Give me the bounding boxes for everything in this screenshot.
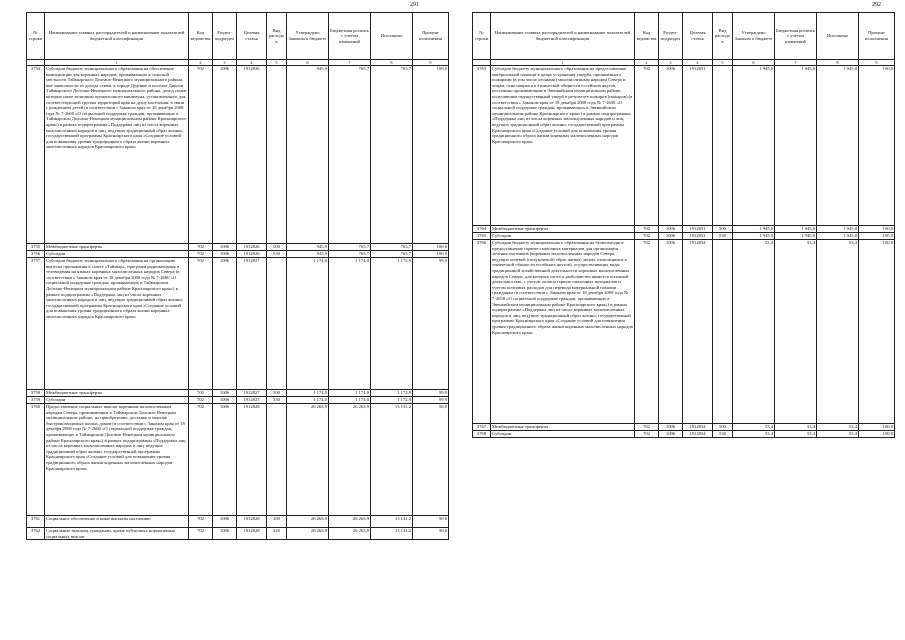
row-target-article: 1912831 — [683, 233, 713, 240]
row-budget-list: 26 263,9 — [329, 516, 371, 528]
page-number: 291 — [410, 2, 419, 8]
row-budget-list: 1 945,0 — [775, 226, 817, 233]
row-expense-type: 500 — [267, 244, 287, 251]
row-target-article: 1912827 — [237, 397, 267, 404]
column-header: Наименование главных распорядителей и наименование показателей бюджетной классификации — [45, 13, 189, 60]
row-executed: 53,4 — [817, 240, 859, 424]
row-target-article: 1912827 — [237, 258, 267, 390]
column-header: Вид расходов — [267, 13, 287, 60]
row-name: Социальное обеспечение и иные выплаты населению — [45, 516, 189, 528]
table-row — [27, 66, 449, 244]
row-number: 3759 — [27, 397, 45, 404]
row-percent: 99,9 — [413, 390, 449, 397]
row-section: 1006 — [659, 233, 683, 240]
row-section: 1006 — [213, 528, 237, 540]
row-executed: 765,7 — [371, 244, 413, 251]
row-target-article: 1912826 — [237, 244, 267, 251]
row-approved: 945,9 — [287, 66, 329, 244]
column-header: Код ведомства — [189, 13, 213, 60]
row-name: Субсидия бюджету муниципального образования на предоставление материальной помощи в целях устранения ущерба, причиненного пожарами (в том числе лесными) малочисленным народам Севера и лицам, относящимся к этнической общности ессейских якутов, постоянно проживающим в Эвенкийском муниципальном районе, получившим имущественный ущерб в результате пожаров (пожаров) (в соответствии с Законом края от 18 декабря 2008 года № 7-2658 «О социальной поддержке граждан, проживающих в Эвенкийском муниципальном районе Красноярского края») в рамках подпрограммы «Поддержка лиц из числа коренных малочисленных народов и лиц, ведущих традиционный образ жизни» государственной программы Красноярского края «Создание условий для повышения уровня традиционного образа жизни коренных малочисленных народов Красноярского края» — [491, 66, 635, 226]
column-header: Исполнено — [817, 13, 859, 60]
row-expense-type — [713, 66, 733, 226]
row-ved: 702 — [635, 240, 659, 424]
row-percent: 50,0 — [413, 528, 449, 540]
row-budget-list: 26 263,9 — [329, 528, 371, 540]
row-section: 1006 — [213, 244, 237, 251]
row-budget-list: 1 945,0 — [775, 66, 817, 226]
row-target-article: 1912826 — [237, 66, 267, 244]
column-header: Исполнено — [371, 13, 413, 60]
table-row — [27, 258, 449, 390]
row-number: 3767 — [473, 424, 491, 431]
row-expense-type — [267, 258, 287, 390]
row-executed: 13 131,2 — [371, 528, 413, 540]
column-number: 5 — [267, 60, 287, 66]
row-target-article: 1912828 — [237, 404, 267, 516]
column-header: Код ведомства — [635, 13, 659, 60]
row-approved: 26 263,9 — [287, 516, 329, 528]
row-expense-type: 500 — [713, 424, 733, 431]
column-header: Вид расходов — [713, 13, 733, 60]
row-target-article: 1912834 — [683, 240, 713, 424]
table-row — [473, 240, 895, 424]
row-section: 1006 — [213, 404, 237, 516]
row-target-article: 1912828 — [237, 516, 267, 528]
row-ved: 702 — [635, 431, 659, 438]
table-row — [473, 226, 895, 233]
row-expense-type — [267, 66, 287, 244]
table-row — [27, 390, 449, 397]
column-number: 6 — [733, 60, 775, 66]
row-number: 3765 — [473, 233, 491, 240]
column-header: Утверждено Законом о бюджете — [287, 13, 329, 60]
row-name: Субсидии — [491, 431, 635, 438]
column-number: 8 — [817, 60, 859, 66]
row-expense-type — [267, 404, 287, 516]
row-approved: 1 174,0 — [287, 258, 329, 390]
row-executed: 53,4 — [817, 424, 859, 431]
row-section: 1006 — [659, 431, 683, 438]
table-row — [27, 528, 449, 540]
row-name: Социальные выплаты гражданам, кроме публичных нормативных социальных выплат — [45, 528, 189, 540]
row-number: 3758 — [27, 390, 45, 397]
row-percent: 100,0 — [413, 66, 449, 244]
row-budget-list: 765,7 — [329, 244, 371, 251]
column-number: 7 — [329, 60, 371, 66]
column-number: 8 — [371, 60, 413, 66]
column-number: 9 — [413, 60, 449, 66]
row-executed: 1 945,0 — [817, 233, 859, 240]
row-name: Субсидии — [491, 233, 635, 240]
row-executed: 13 131,2 — [371, 516, 413, 528]
row-name: Межбюджетные трансферты — [45, 390, 189, 397]
row-number: 3757 — [27, 258, 45, 390]
table-row — [473, 431, 895, 438]
row-name: Субсидия бюджету муниципального образования на безвозмездное предоставление горюче-смазочных материалов для организации лечения охотников (коренных малочисленных народов Севера, ведущих кочевой (полукочевой) образ жизни) лицам, относящимся к этнической общности ессейских якутов), осуществляющих виды традиционной хозяйственной деятельности коренных малочисленных народов Севера, для которых охота и рыболовство является основной деятельностью, с учетом оплаты горюче-смазочных материалов и учетом почтовых расходов для перевода материальной помощи гражданам (в соответствии с Законом края от 18 декабря 2008 года № 7-2658 «О социальной поддержке граждан, проживающих в Эвенкийском муниципальном районе Красноярского края») в рамках подпрограммы «Поддержка лиц из числа коренных малочисленных народов и лиц, ведущих традиционный образ жизни» государственной программы Красноярского края «Создание условий для повышения уровня традиционного образа жизни коренных малочисленных народов Красноярского края» — [491, 240, 635, 424]
row-approved: 1 945,0 — [733, 233, 775, 240]
table-row — [473, 233, 895, 240]
column-number: 3 — [213, 60, 237, 66]
page-number: 292 — [872, 2, 881, 8]
column-number: 6 — [287, 60, 329, 66]
row-approved: 26 263,9 — [287, 528, 329, 540]
row-approved: 1 174,0 — [287, 397, 329, 404]
row-ved: 702 — [635, 226, 659, 233]
row-expense-type: 530 — [267, 251, 287, 258]
table-row — [27, 397, 449, 404]
row-section: 1006 — [213, 516, 237, 528]
row-name: Субсидии — [45, 397, 189, 404]
row-number: 3766 — [473, 240, 491, 424]
row-approved: 1 174,0 — [287, 390, 329, 397]
column-number: 1 — [45, 60, 189, 66]
column-number: 9 — [859, 60, 895, 66]
row-executed: 765,7 — [371, 66, 413, 244]
row-executed: 1 945,0 — [817, 226, 859, 233]
column-header: № строки — [27, 13, 45, 60]
table-row — [27, 404, 449, 516]
row-expense-type: 300 — [267, 516, 287, 528]
row-ved: 702 — [189, 258, 213, 390]
row-target-article: 1912831 — [683, 66, 713, 226]
row-number: 3755 — [27, 244, 45, 251]
row-number: 3764 — [473, 226, 491, 233]
row-name: Предоставление социальных выплат коренным малочисленным народам Севера, проживающим в Таймырском Долгано-Ненецком муниципальном районе, на приобретение, доставку и монтаж быстровозводимых жилых домов (в соответствии с Законом края от 18 декабря 2008 года № 7-2660 «О социальной поддержке граждан, проживающих в Таймырском Долгано-Ненецком муниципальном районе Красноярского края») в рамках подпрограммы «Поддержка лиц из числа коренных малочисленных народов и лиц, ведущих традиционный образ жизни» государственной программы Красноярского края «Создание условий для повышения уровня традиционного образа жизни коренных малочисленных народов Красноярского края» — [45, 404, 189, 516]
row-percent: 100,0 — [413, 251, 449, 258]
row-target-article: 1912826 — [237, 251, 267, 258]
row-number: 3761 — [27, 516, 45, 528]
column-header: Процент исполнения — [859, 13, 895, 60]
row-ved: 702 — [635, 66, 659, 226]
row-budget-list: 1 945,0 — [775, 233, 817, 240]
row-approved: 26 263,9 — [287, 404, 329, 516]
row-number: 3760 — [27, 404, 45, 516]
column-number: 7 — [775, 60, 817, 66]
row-expense-type: 530 — [713, 431, 733, 438]
budget-table — [472, 12, 895, 438]
row-ved: 702 — [635, 424, 659, 431]
column-header: Целевая статья — [237, 13, 267, 60]
row-ved: 702 — [189, 244, 213, 251]
table-row — [473, 424, 895, 431]
row-percent: 100,0 — [413, 244, 449, 251]
column-number: 3 — [659, 60, 683, 66]
row-ved: 702 — [189, 390, 213, 397]
row-budget-list: 26 263,9 — [329, 404, 371, 516]
column-number: 2 — [635, 60, 659, 66]
row-number: 3756 — [27, 251, 45, 258]
row-percent: 100,0 — [859, 431, 895, 438]
row-expense-type: 320 — [267, 528, 287, 540]
row-percent: 100,0 — [859, 424, 895, 431]
row-target-article: 1912834 — [683, 431, 713, 438]
column-header: Раздел-подраздел — [659, 13, 683, 60]
table-row — [27, 516, 449, 528]
column-header: Утверждено Законом о бюджете — [733, 13, 775, 60]
row-ved: 702 — [189, 516, 213, 528]
row-section: 1006 — [659, 66, 683, 226]
row-percent: 50,0 — [413, 404, 449, 516]
row-budget-list: 1 174,0 — [329, 258, 371, 390]
row-ved: 702 — [189, 528, 213, 540]
table-row — [473, 66, 895, 226]
budget-table — [26, 12, 449, 540]
row-ved: 702 — [189, 397, 213, 404]
column-header: Наименование главных распорядителей и наименование показателей бюджетной классификации — [491, 13, 635, 60]
row-section: 1006 — [213, 66, 237, 244]
row-expense-type: 530 — [267, 397, 287, 404]
row-ved: 702 — [635, 233, 659, 240]
row-name: Субсидия бюджету муниципального образования на организацию выпуска приложения к газете «Таймыр», программ радиовещания и телевидения на языках коренных малочисленных народов Севера (в соответствии с Законом края от 18 декабря 2008 года № 7-2660 «О социальной поддержке граждан, проживающих в Таймырском Долгано-Ненецком муниципальном районе Красноярского края») в рамках подпрограммы «Поддержка лиц из числа коренных малочисленных народов и лиц, ведущих традиционный образ жизни» государственной программы Красноярского края «Создание условий для повышения уровня традиционного образа жизни коренных малочисленных народов Красноярского края» — [45, 258, 189, 390]
row-executed: 1 172,9 — [371, 397, 413, 404]
row-ved: 702 — [189, 251, 213, 258]
row-budget-list: 1 174,0 — [329, 390, 371, 397]
row-section: 1006 — [659, 226, 683, 233]
row-number: 3768 — [473, 431, 491, 438]
row-percent: 100,0 — [859, 240, 895, 424]
row-target-article: 1912834 — [683, 424, 713, 431]
row-number: 3754 — [27, 66, 45, 244]
row-approved: 945,9 — [287, 244, 329, 251]
row-executed: 1 172,9 — [371, 258, 413, 390]
row-expense-type: 530 — [713, 233, 733, 240]
row-number: 3762 — [27, 528, 45, 540]
row-budget-list: 765,7 — [329, 66, 371, 244]
row-executed: 765,7 — [371, 251, 413, 258]
column-number: 4 — [683, 60, 713, 66]
row-executed: 1 945,0 — [817, 66, 859, 226]
row-approved: 1 945,0 — [733, 66, 775, 226]
row-section: 1006 — [659, 424, 683, 431]
row-name: Субсидия бюджету муниципального образования на обеспечение компенсации для коренных народов, проживающих в сельской местности Таймырского Долгано-Ненецкого муниципального района, вне зависимости от дохода семьи, в городе Дудинке и поселке Диксон Таймырского Долгано-Ненецкого муниципального района, доход семьи которых ниже величины прожиточного минимума, установленного для соответствующей группы территорий края на душу населения, в связи с рождением детей (в соответствии с Законом края от 18 декабря 2008 года № 7-2660 «О социальной поддержке граждан, проживающих в Таймырском Долгано-Ненецком муниципальном районе Красноярского края») в рамках подпрограммы «Поддержка лиц из числа коренных малочисленных народов и лиц, ведущих традиционный образ жизни» государственной программы Красноярского края «Создание условий для повышения уровня традиционного образа жизни коренных малочисленных народов Красноярского края» — [45, 66, 189, 244]
row-section: 1006 — [213, 251, 237, 258]
row-percent: 100,0 — [859, 66, 895, 226]
row-budget-list: 1 174,0 — [329, 397, 371, 404]
column-header: Целевая статья — [683, 13, 713, 60]
row-approved: 53,4 — [733, 424, 775, 431]
row-percent: 100,0 — [859, 233, 895, 240]
row-ved: 702 — [189, 66, 213, 244]
column-header: № строки — [473, 13, 491, 60]
row-executed: 53,4 — [817, 431, 859, 438]
row-budget-list: 53,4 — [775, 240, 817, 424]
row-name: Межбюджетные трансферты — [491, 424, 635, 431]
row-expense-type — [713, 240, 733, 424]
row-expense-type: 500 — [713, 226, 733, 233]
column-number: 2 — [189, 60, 213, 66]
row-approved: 53,4 — [733, 240, 775, 424]
row-name: Межбюджетные трансферты — [45, 244, 189, 251]
row-percent: 99,9 — [413, 397, 449, 404]
column-header: Раздел-подраздел — [213, 13, 237, 60]
row-section: 1006 — [213, 390, 237, 397]
row-percent: 99,9 — [413, 258, 449, 390]
table-row — [27, 251, 449, 258]
column-number: 5 — [713, 60, 733, 66]
row-target-article: 1912828 — [237, 528, 267, 540]
table-row — [27, 244, 449, 251]
row-percent: 100,0 — [859, 226, 895, 233]
row-budget-list: 53,4 — [775, 431, 817, 438]
column-number: 4 — [237, 60, 267, 66]
row-budget-list: 53,4 — [775, 424, 817, 431]
row-budget-list: 765,7 — [329, 251, 371, 258]
row-section: 1006 — [213, 397, 237, 404]
row-percent: 50,0 — [413, 516, 449, 528]
row-name: Субсидии — [45, 251, 189, 258]
row-target-article: 1912827 — [237, 390, 267, 397]
column-number: 1 — [491, 60, 635, 66]
row-section: 1006 — [213, 258, 237, 390]
row-executed: 13 131,2 — [371, 404, 413, 516]
row-section: 1006 — [659, 240, 683, 424]
row-approved: 53,4 — [733, 431, 775, 438]
row-ved: 702 — [189, 404, 213, 516]
row-expense-type: 500 — [267, 390, 287, 397]
column-header: Бюджетная роспись с учетом изменений — [329, 13, 371, 60]
row-target-article: 1912831 — [683, 226, 713, 233]
row-executed: 1 172,9 — [371, 390, 413, 397]
column-header: Бюджетная роспись с учетом изменений — [775, 13, 817, 60]
row-approved: 1 945,0 — [733, 226, 775, 233]
row-approved: 945,9 — [287, 251, 329, 258]
column-header: Процент исполнения — [413, 13, 449, 60]
row-name: Межбюджетные трансферты — [491, 226, 635, 233]
row-number: 3763 — [473, 66, 491, 226]
